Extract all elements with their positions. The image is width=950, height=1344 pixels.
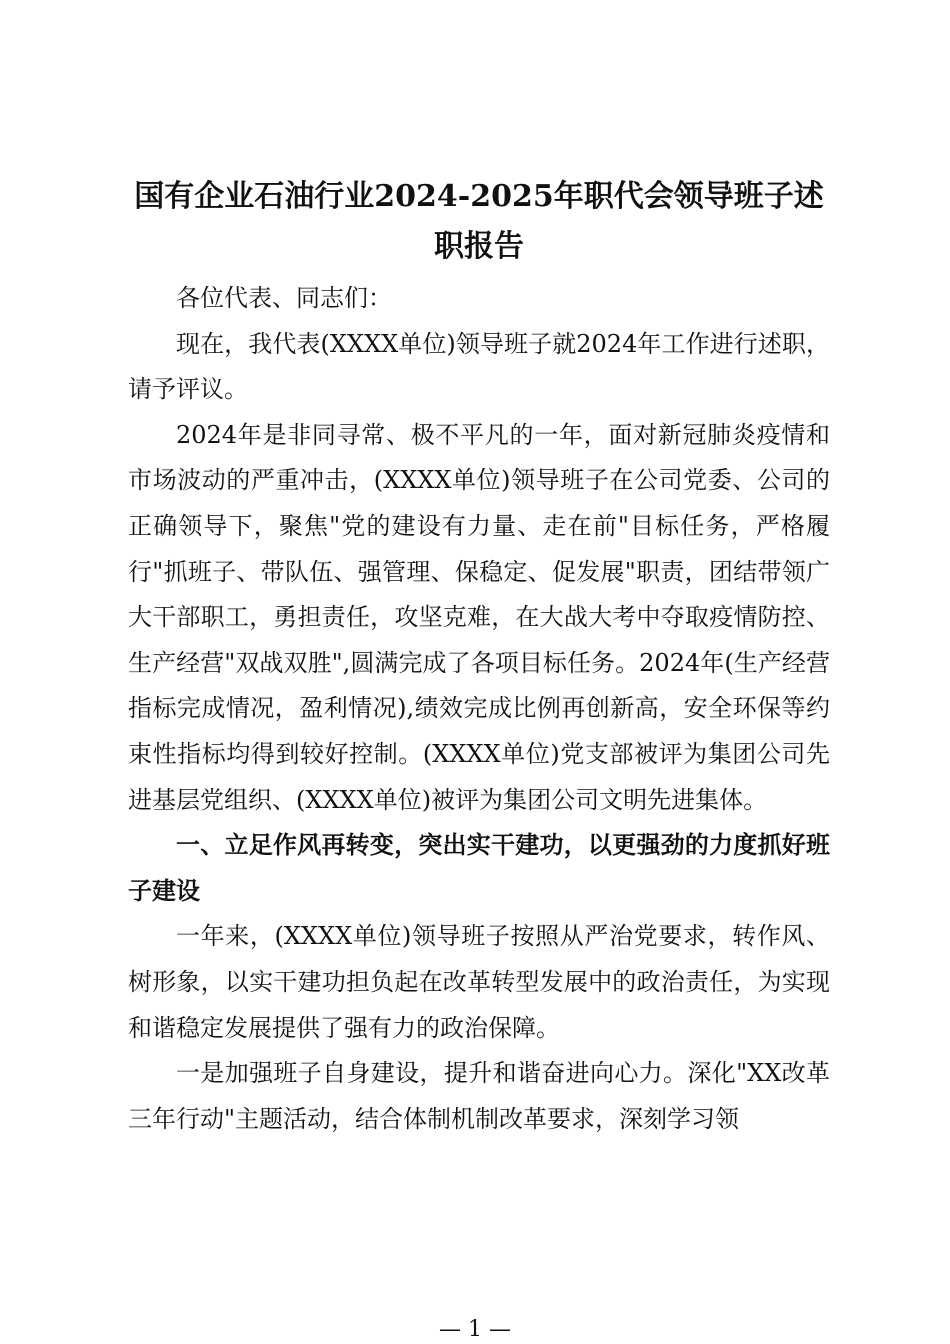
section-heading: 一、立足作风再转变，突出实干建功，以更强劲的力度抓好班子建设 (128, 831, 830, 905)
section-paragraph: 一是加强班子自身建设，提升和谐奋进向心力。深化"XX改革三年行动"主题活动，结合体制机制改革要求，深刻学习领 (128, 1059, 830, 1133)
document-title: 国有企业石油行业2024-2025年职代会领导班子述职报告 (134, 179, 824, 264)
intro-paragraph: 现在，我代表(XXXX单位)领导班子就2024年工作进行述职，请予评议。 (128, 329, 830, 404)
page-number: — 1 — (439, 1317, 511, 1342)
section-paragraph: 一年来，(XXXX单位)领导班子按照从严治党要求，转作风、树形象，以实干建功担负起在改革转型发展中的政治责任，为实现和谐稳定发展提供了强有力的政治保障。 (128, 922, 830, 1042)
document-body (128, 276, 830, 1142)
summary-paragraph: 2024年是非同寻常、极不平凡的一年，面对新冠肺炎疫情和市场波动的严重冲击，(XXXX单位)领导班子在公司党委、公司的正确领导下，聚焦"党的建设有力量、走在前"目标任务，严格履行"抓班子、带队伍、强管理、保稳定、促发展"职责，团结带领广大干部职工，勇担责任，攻坚克难，在大战大考中夺取疫情防控、生产经营"双战双胜",圆满完成了各项目标任务。2024年(生产经营指标完成情况，盈利情况),绩效完成比例再创新高，安全环保等约束性指标均得到较好控制。(XXXX单位)党支部被评为集团公司先进基层党组织、(XXXX单位)被评为集团公司文明先进集体。 (128, 420, 830, 814)
greeting-paragraph: 各位代表、同志们： (176, 284, 392, 312)
